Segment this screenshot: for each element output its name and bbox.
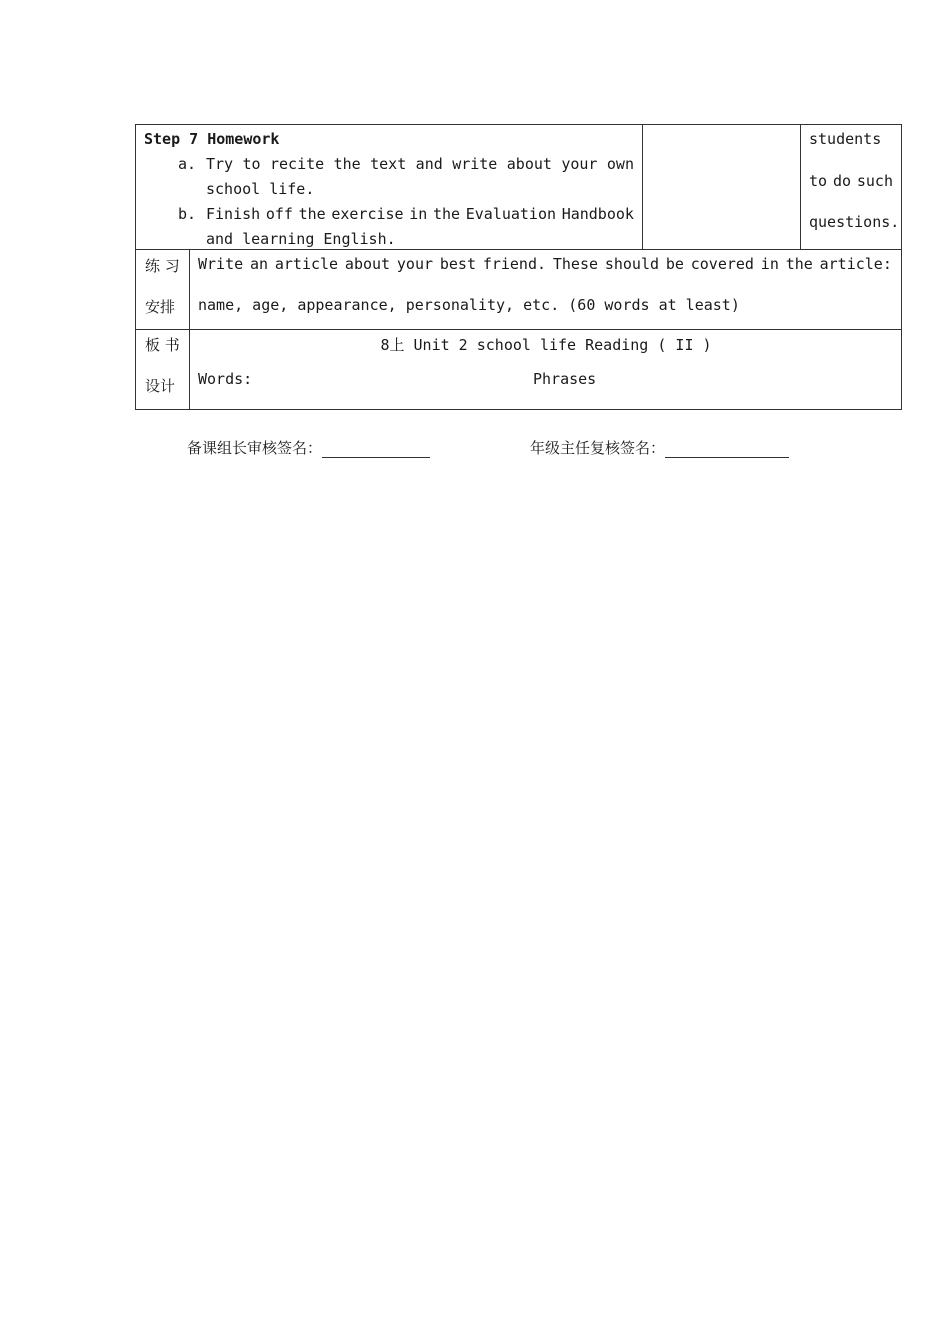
word: in	[409, 205, 428, 223]
step-title: Step 7 Homework	[144, 130, 280, 148]
word: the	[432, 205, 461, 223]
word: your	[396, 255, 434, 273]
word: article:	[819, 255, 892, 273]
phrases-label: Phrases	[533, 370, 597, 388]
practice-label-line-2: 安排	[145, 298, 176, 316]
word: covered	[690, 255, 754, 273]
grade-director-signature-label: 年级主任复核签名：	[530, 439, 666, 457]
note-line-1: students	[809, 130, 882, 148]
word: in	[760, 255, 779, 273]
word: the	[298, 205, 326, 223]
word: to	[242, 155, 261, 173]
homework-row	[136, 125, 901, 250]
word: the	[333, 155, 361, 173]
column-divider	[800, 125, 801, 249]
practice-row	[136, 250, 901, 330]
note-line-2	[809, 172, 893, 190]
word: Try	[206, 155, 234, 173]
group-leader-signature	[187, 437, 430, 458]
words-label: Words:	[198, 370, 253, 388]
word: best	[439, 255, 476, 273]
word: about	[506, 155, 552, 173]
item-a-line-2: school life.	[206, 180, 315, 198]
item-b-marker: b.	[178, 205, 197, 223]
word: friend.	[482, 255, 547, 273]
word: These	[552, 255, 599, 273]
board-title: 8上 Unit 2 school life Reading ( II )	[380, 336, 712, 354]
word: about	[344, 255, 391, 273]
word: Write	[198, 255, 244, 273]
item-b-line-1	[206, 205, 634, 223]
word: an	[249, 255, 269, 273]
word: your	[561, 155, 598, 173]
lesson-plan-table	[135, 124, 902, 410]
word: Finish	[206, 205, 261, 223]
item-b-line-2: and learning English.	[206, 230, 396, 248]
word: article	[274, 255, 339, 273]
group-leader-signature-label: 备课组长审核签名：	[187, 439, 323, 457]
word: own	[606, 155, 634, 173]
word: be	[665, 255, 684, 273]
signature-line	[322, 440, 430, 458]
word: write	[452, 155, 498, 173]
word: such	[856, 172, 893, 190]
word: Handbook	[561, 205, 634, 223]
word: recite	[270, 155, 325, 173]
practice-label-line-1: 练 习	[145, 257, 180, 275]
grade-director-signature	[530, 437, 789, 458]
column-divider	[189, 250, 190, 329]
word: the	[785, 255, 813, 273]
board-label-line-1: 板 书	[145, 336, 180, 354]
note-line-3: questions.	[809, 213, 900, 231]
word: off	[265, 205, 293, 223]
column-divider	[642, 125, 643, 249]
word: should	[604, 255, 660, 273]
board-design-row	[136, 330, 901, 409]
word: do	[832, 172, 851, 190]
item-a-line-1	[206, 155, 634, 173]
word: text	[370, 155, 407, 173]
word: exercise	[331, 205, 404, 223]
board-label-line-2: 设计	[145, 377, 176, 395]
practice-text-line-1	[198, 255, 892, 273]
word: to	[809, 172, 828, 190]
item-a-marker: a.	[178, 155, 197, 173]
word: and	[415, 155, 443, 173]
signature-line	[665, 440, 789, 458]
practice-text-line-2: name, age, appearance, personality, etc. (60 words at least)	[198, 296, 740, 314]
word: Evaluation	[465, 205, 557, 223]
